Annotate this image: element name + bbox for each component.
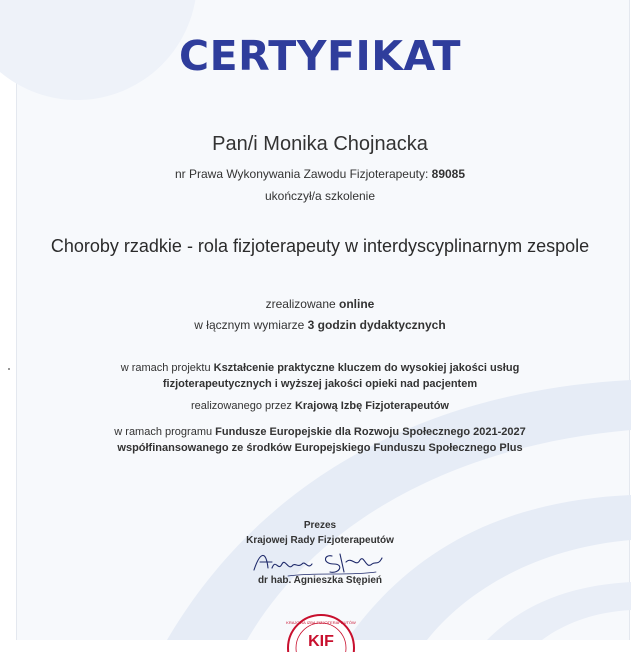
organization-seal-logo [286,612,356,652]
hours-line [0,318,640,332]
program-name-1: Fundusze Europejskie dla Rozwoju Społecznego 2021-2027 [215,426,526,438]
mode-line [0,297,640,311]
project-label: w ramach projektu [120,362,211,374]
program-line-2 [0,440,640,456]
recipient-name: Pan/i Monika Chojnacka [212,133,428,155]
program-line-1 [0,424,640,440]
hours-value: 3 godzin dydaktycznych [307,318,446,332]
realized-label: realizowanego przez [191,400,292,412]
realized-value: Krajową Izbę Fizjoterapeutów [294,400,449,412]
license-number: 89085 [431,167,466,181]
project-name-2: fizjoterapeutycznych i wyższej jakości opieki nad pacjentem [162,378,478,390]
signatory-role-2: Krajowej Rady Fizjoterapeutów [246,535,394,546]
project-line-1 [0,360,640,376]
project-name-1: Kształcenie praktyczne kluczem do wysokiej jakości usług [213,362,520,374]
svg-text:KRAJOWA IZBA FIZJOTERAPEUTÓW: KRAJOWA IZBA FIZJOTERAPEUTÓW [286,620,356,625]
signatory-role-1: Prezes [303,520,337,531]
license-label: nr Prawa Wykonywania Zawodu Fizjoterapeuty: [174,167,429,181]
program-name-2: współfinansowanego ze środków Europejskiego Funduszu Społecznego Plus [117,442,523,454]
mode-label: zrealizowane [265,297,336,311]
certificate-title: CERTYFIKAT [178,32,462,80]
program-label: w ramach programu [114,426,213,438]
license-line [0,167,640,181]
course-title: Choroby rzadkie - rola fizjoterapeuty w interdyscyplinarnym zespole [50,236,590,256]
svg-text:KIF: KIF [308,633,334,650]
realized-line [0,398,640,414]
completed-line: ukończył/a szkolenie [264,189,376,203]
signatory-name: dr hab. Agnieszka Stępień [257,575,383,586]
project-line-2 [0,376,640,392]
mode-value: online [339,297,375,311]
hours-label: w łącznym wymiarze [194,318,305,332]
